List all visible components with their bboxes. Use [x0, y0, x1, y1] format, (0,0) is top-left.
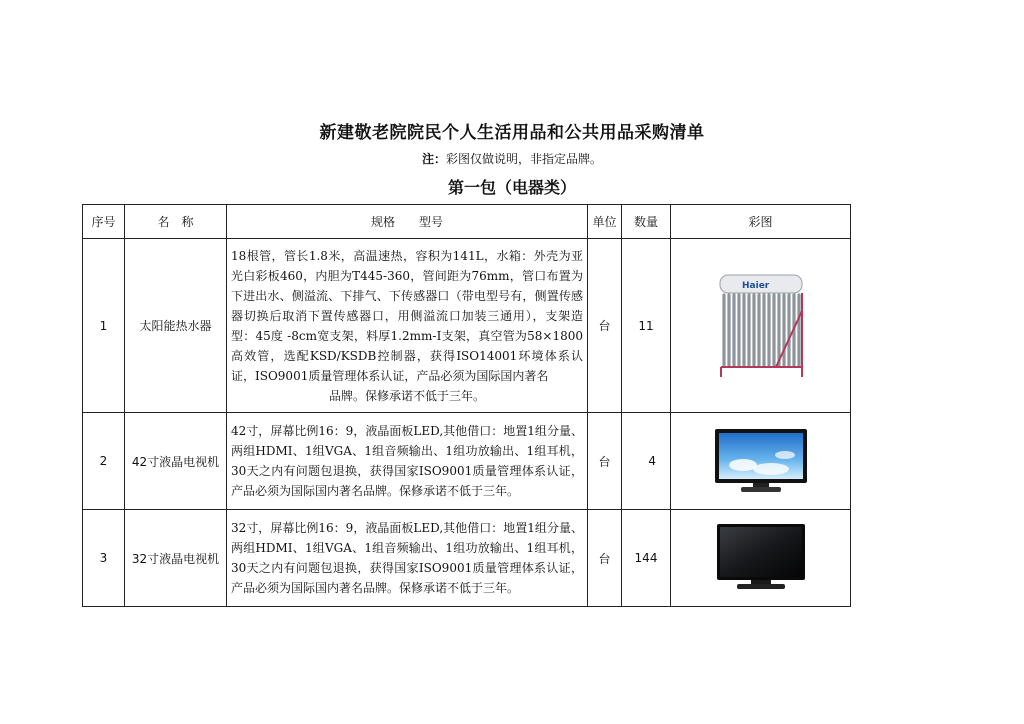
table-header-row	[83, 205, 851, 239]
header-spec: 规格 型号	[227, 205, 588, 239]
solar-water-heater-picture	[716, 271, 806, 381]
spec-text-last: 品牌。保修承诺不低于三年。	[328, 388, 485, 403]
cell-qty: 11	[622, 239, 671, 413]
header-picture: 彩图	[671, 205, 851, 239]
section-title: 第一包（电器类）	[447, 178, 576, 197]
header-no: 序号	[83, 205, 125, 239]
cell-no: 1	[83, 239, 125, 413]
cell-unit: 台	[588, 239, 622, 413]
header-name: 名 称	[125, 205, 227, 239]
cell-picture	[671, 510, 851, 607]
procurement-table	[82, 204, 851, 607]
header-unit: 单位	[588, 205, 622, 239]
cell-unit: 台	[588, 510, 622, 607]
note-label: 注：	[421, 152, 446, 166]
document-title: 新建敬老院院民个人生活用品和公共用品采购清单	[319, 123, 705, 143]
cell-name: 32寸液晶电视机	[125, 510, 227, 607]
cell-name: 42寸液晶电视机	[125, 413, 227, 510]
note-text: 彩图仅做说明，非指定品牌。	[446, 152, 603, 166]
cell-name: 太阳能热水器	[125, 239, 227, 413]
cell-spec	[227, 413, 588, 510]
cell-unit: 台	[588, 413, 622, 510]
table-row	[83, 239, 851, 413]
cell-qty: 4	[622, 413, 671, 510]
table-row	[83, 510, 851, 607]
cell-spec	[227, 239, 588, 413]
header-qty: 数量	[622, 205, 671, 239]
cell-spec	[227, 510, 588, 607]
cell-picture	[671, 239, 851, 413]
cell-picture	[671, 413, 851, 510]
cell-no: 2	[83, 413, 125, 510]
cell-qty: 144	[622, 510, 671, 607]
lcd-tv-42-picture	[713, 425, 809, 497]
spec-text: 32寸，屏幕比例16：9，液晶面板LED,其他借口：地置1组分量、两组HDMI、1组VGA、1组音频输出、1组功放输出、1组耳机，30天之内有问题包退换，获得国家ISO9001质量管理体系认证，产品必须为国际国内著名品牌。保修承诺不低于三年。	[231, 521, 583, 595]
table-row	[83, 413, 851, 510]
lcd-tv-32-picture	[713, 522, 809, 594]
brand-mark: Haier	[741, 280, 769, 291]
spec-text: 18根管，管长1.8米，高温速热，容积为141L，水箱：外壳为亚光白彩板460，内胆为T445-360，管间距为76mm，管口布置为下进出水、侧溢流、下排气、下传感器口（带电型号有，侧置传感器切换后取消下置传感器口，用侧溢流口加装三通用），支架造型：45度 -8cm宽支架，料厚1.2mm-Ⅰ支架，真空管为58×1800高效管，选配KSD/KSDB控制器，获得ISO14001环境体系认证，ISO9001质量管理体系认证，产品必须为国际国内著名	[231, 248, 583, 383]
cell-no: 3	[83, 510, 125, 607]
spec-text: 42寸，屏幕比例16：9，液晶面板LED,其他借口：地置1组分量、两组HDMI、1组VGA、1组音频输出、1组功放输出、1组耳机，30天之内有问题包退换，获得国家ISO9001质量管理体系认证，产品必须为国际国内著名品牌。保修承诺不低于三年。	[231, 424, 583, 498]
document-note	[0, 150, 1024, 167]
